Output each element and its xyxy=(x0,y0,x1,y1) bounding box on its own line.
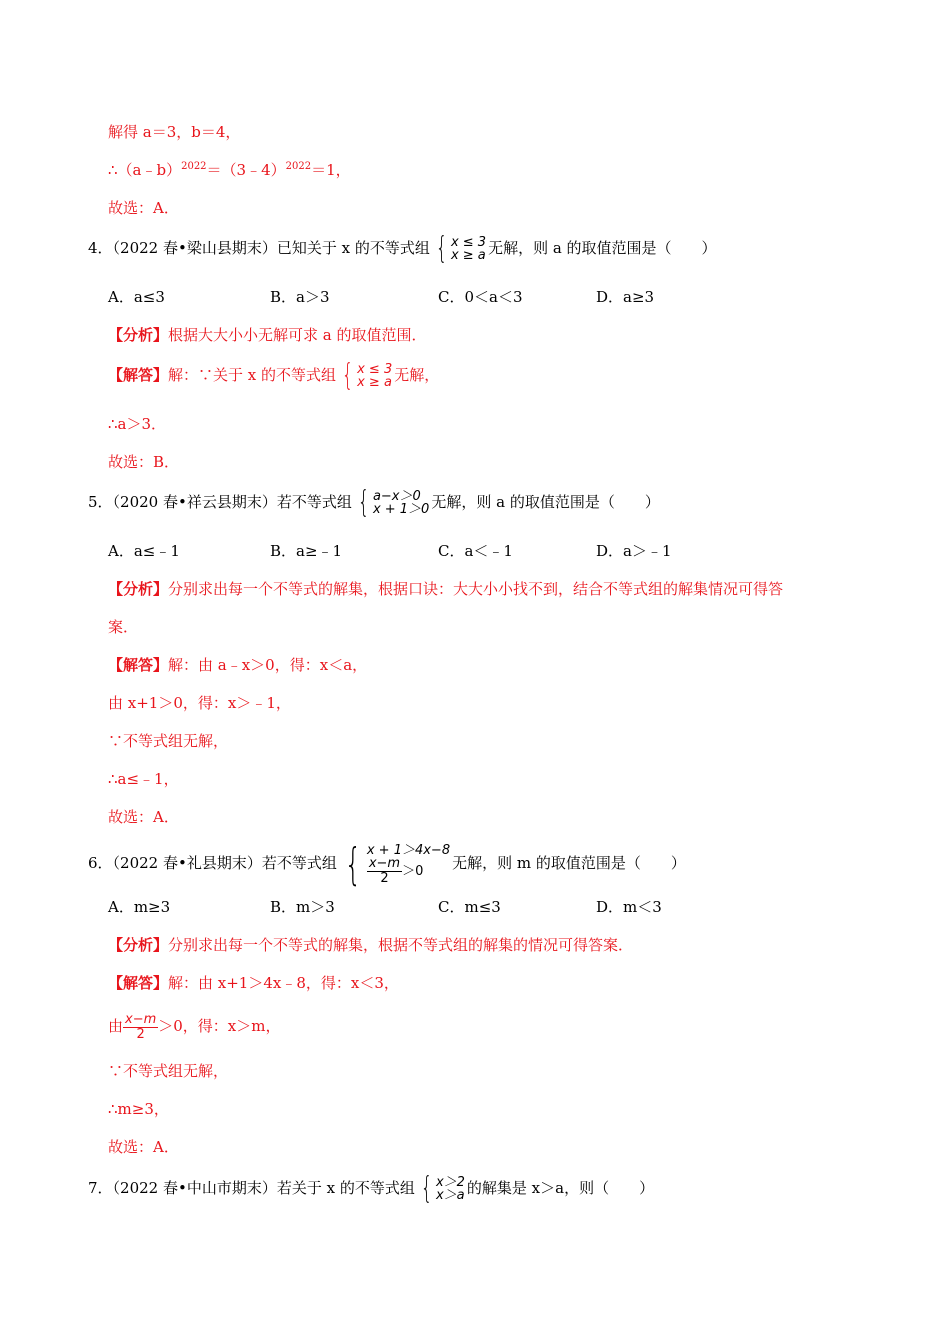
q6-option-c: C．m≤3 xyxy=(438,898,501,916)
q5-answer-line2: 由 x+1＞0，得：x＞﹣1， xyxy=(108,694,291,712)
q5-option-c: C．a＜﹣1 xyxy=(438,542,513,560)
q4-inequality-system: { x ≤ 3 x ≥ a xyxy=(435,231,487,266)
q5-analysis: 【分析】分别求出每一个不等式的解集，根据口诀：大大小小找不到，结合不等式组的解集情况可得答 xyxy=(108,580,784,598)
q5-inequality-system: { a−x＞0 x + 1＞0 xyxy=(357,485,430,520)
q5-answer: 【解答】解：由 a﹣x＞0，得：x＜a， xyxy=(108,656,368,674)
q6-answer-fraction: $\frac{x-m}{2}$ xyxy=(125,1011,157,1042)
q4-answer: 【解答】解：∵关于 x 的不等式组 { x ≤ 3 x ≥ a 无解， xyxy=(108,358,440,393)
q4-step: ∴a＞3． xyxy=(108,415,167,433)
q4-option-a: A．a≤3 xyxy=(108,288,165,306)
q5-answer-line3: ∵不等式组无解， xyxy=(108,732,229,750)
q6-option-a: A．m≥3 xyxy=(108,898,171,916)
q4-option-c: C．0＜a＜3 xyxy=(438,288,523,306)
q3-calc-line: ∴（a﹣b）$^{2022}$＝（3﹣4）$^{2022}$＝1， xyxy=(108,161,351,179)
q4-choice: 故选：B． xyxy=(108,453,180,471)
q4-analysis: 【分析】根据大大小小无解可求 a 的取值范围． xyxy=(108,326,427,344)
q6-choice: 故选：A． xyxy=(108,1138,179,1156)
q6-option-b: B．m＞3 xyxy=(270,898,335,916)
q4-stem: 4．（2022 春•梁山县期末）已知关于 x 的不等式组 { x ≤ 3 x ≥ a 无解，则 a 的取值范围是（ ） xyxy=(88,231,717,266)
q7-stem: 7．（2022 春•中山市期末）若关于 x 的不等式组 { x＞2 x＞a 的解集是 x＞a，则（ ） xyxy=(88,1171,655,1206)
q4-option-d: D．a≥3 xyxy=(596,288,655,306)
q6-inequality-system: { x + 1＞4x−8 $\frac{x-m}{2}$ ＞0 xyxy=(344,838,451,890)
q7-inequality-system: { x＞2 x＞a xyxy=(420,1171,465,1206)
q6-answer-line3: ∵不等式组无解， xyxy=(108,1062,229,1080)
q5-analysis-cont: 案． xyxy=(108,618,139,636)
q6-stem: 6．（2022 春•礼县期末）若不等式组 { x + 1＞4x−8 $\frac{x-m}{2}$ ＞0 无解，则 m 的取值范围是（ ） xyxy=(88,838,686,890)
q6-analysis: 【分析】分别求出每一个不等式的解集，根据不等式组的解集的情况可得答案． xyxy=(108,936,634,954)
q5-answer-line4: ∴a≤﹣1， xyxy=(108,770,179,788)
q5-choice: 故选：A． xyxy=(108,808,179,826)
q5-option-a: A．a≤﹣1 xyxy=(108,542,180,560)
q5-option-d: D．a＞﹣1 xyxy=(596,542,672,560)
q6-answer-line2: 由 $\frac{x-m}{2}$ ＞0，得：x＞m， xyxy=(108,1011,281,1042)
q3-choice: 故选：A． xyxy=(108,199,179,217)
q5-option-b: B．a≥﹣1 xyxy=(270,542,343,560)
q5-stem: 5．（2020 春•祥云县期末）若不等式组 { a−x＞0 x + 1＞0 无解，则 a 的取值范围是（ ） xyxy=(88,485,660,520)
q6-option-d: D．m＜3 xyxy=(596,898,662,916)
q3-solve-line: 解得 a＝3，b＝4， xyxy=(108,123,241,141)
q6-answer-line4: ∴m≥3， xyxy=(108,1100,169,1118)
q4-option-b: B．a＞3 xyxy=(270,288,330,306)
q4-answer-inequality-system: { x ≤ 3 x ≥ a xyxy=(341,358,393,393)
q6-answer: 【解答】解：由 x+1＞4x﹣8，得：x＜3， xyxy=(108,974,399,992)
